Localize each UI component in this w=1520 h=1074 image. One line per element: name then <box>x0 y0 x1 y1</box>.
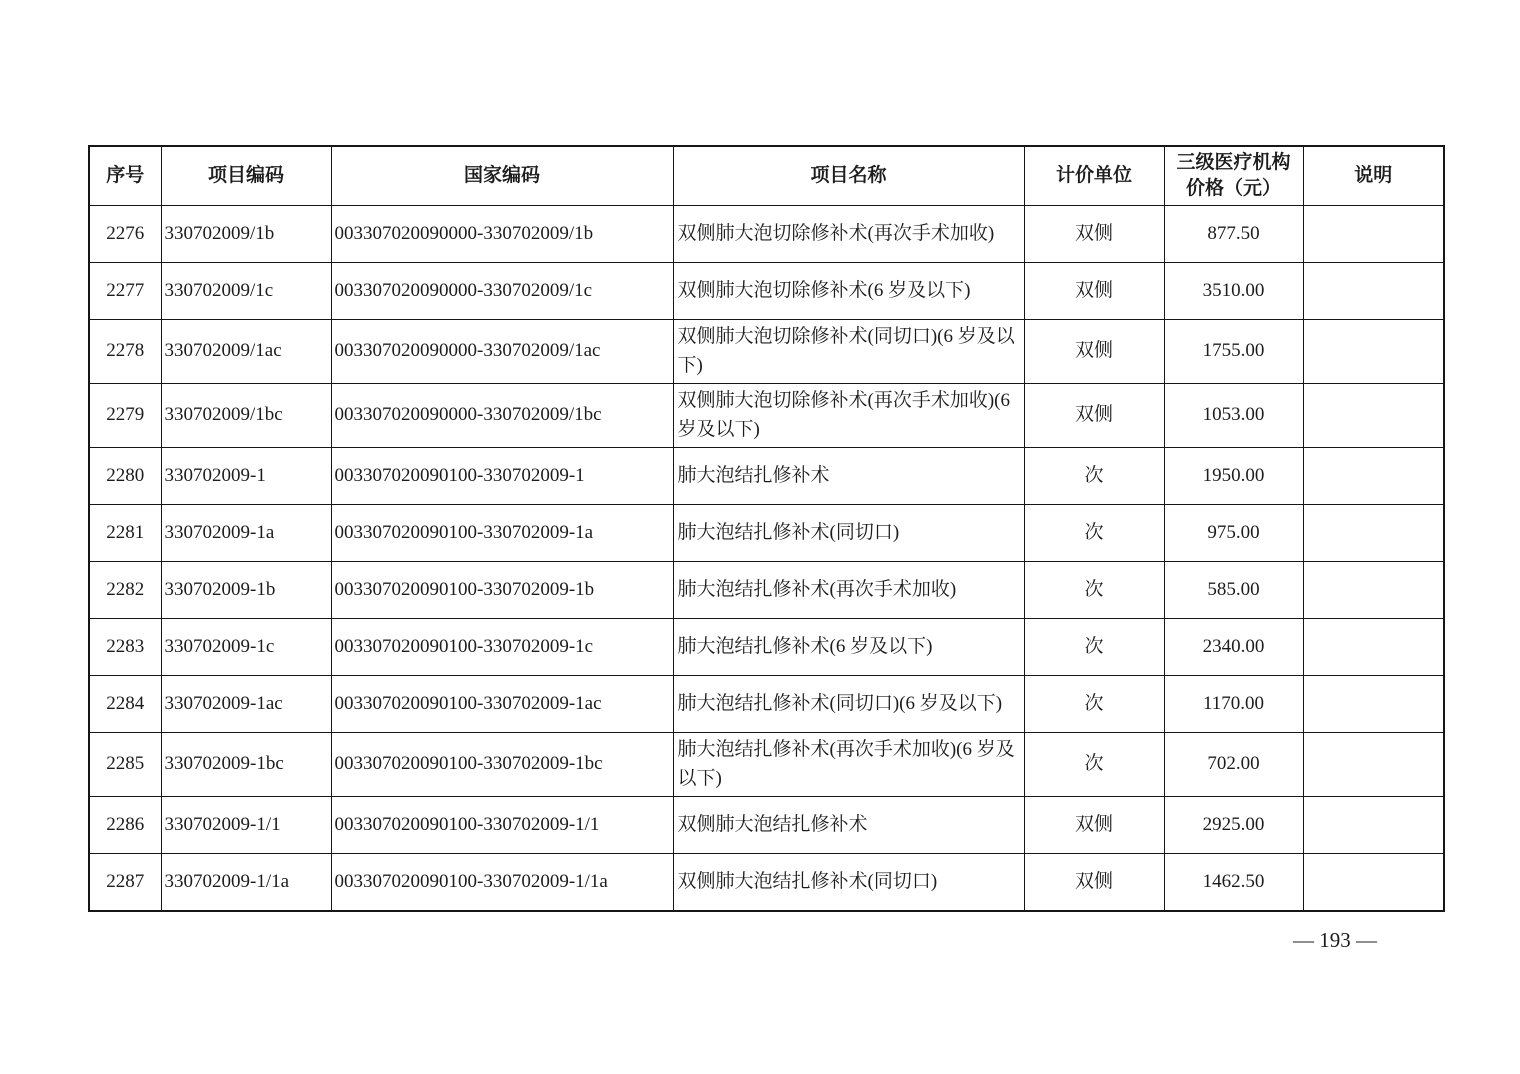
cell-note <box>1303 676 1444 733</box>
cell-note <box>1303 854 1444 912</box>
cell-note <box>1303 733 1444 797</box>
table-row <box>89 619 1444 676</box>
cell-note <box>1303 320 1444 384</box>
header-unit-label: 计价单位 <box>1055 165 1132 187</box>
cell-project-name: 肺大泡结扎修补术(6 岁及以下) <box>673 619 1024 676</box>
cell-price: 2925.00 <box>1164 797 1303 854</box>
table-row <box>89 797 1444 854</box>
cell-seq: 2277 <box>89 263 161 320</box>
table-row <box>89 448 1444 505</box>
cell-note <box>1303 206 1444 263</box>
cell-project-name: 肺大泡结扎修补术(同切口)(6 岁及以下) <box>673 676 1024 733</box>
header-price-label: 三级医疗机构价格（元） <box>1176 152 1291 199</box>
cell-unit: 双侧 <box>1024 854 1164 912</box>
cell-unit: 次 <box>1024 562 1164 619</box>
cell-project-name: 双侧肺大泡结扎修补术(同切口) <box>673 854 1024 912</box>
table-body <box>89 206 1444 912</box>
cell-seq: 2285 <box>89 733 161 797</box>
cell-national-code: 003307020090100-330702009-1/1 <box>331 797 673 854</box>
cell-seq: 2279 <box>89 384 161 448</box>
cell-project-name: 双侧肺大泡切除修补术(6 岁及以下) <box>673 263 1024 320</box>
cell-national-code: 003307020090000-330702009/1c <box>331 263 673 320</box>
cell-seq: 2276 <box>89 206 161 263</box>
cell-price: 2340.00 <box>1164 619 1303 676</box>
cell-note <box>1303 384 1444 448</box>
header-unit <box>1024 146 1164 206</box>
cell-seq: 2282 <box>89 562 161 619</box>
header-row <box>89 146 1444 206</box>
cell-price: 975.00 <box>1164 505 1303 562</box>
cell-unit: 双侧 <box>1024 797 1164 854</box>
page-number: — 193 — <box>1293 928 1377 952</box>
cell-seq: 2284 <box>89 676 161 733</box>
cell-price: 1462.50 <box>1164 854 1303 912</box>
cell-project-name: 双侧肺大泡切除修补术(再次手术加收) <box>673 206 1024 263</box>
cell-national-code: 003307020090100-330702009-1ac <box>331 676 673 733</box>
cell-note <box>1303 448 1444 505</box>
cell-note <box>1303 797 1444 854</box>
cell-price: 1170.00 <box>1164 676 1303 733</box>
cell-unit: 次 <box>1024 619 1164 676</box>
cell-seq: 2283 <box>89 619 161 676</box>
cell-unit: 次 <box>1024 448 1164 505</box>
cell-project-code: 330702009-1c <box>161 619 331 676</box>
table-row <box>89 854 1444 912</box>
header-national-code-label: 国家编码 <box>463 165 540 187</box>
cell-project-name: 肺大泡结扎修补术(再次手术加收) <box>673 562 1024 619</box>
cell-unit: 双侧 <box>1024 320 1164 384</box>
cell-project-code: 330702009-1b <box>161 562 331 619</box>
cell-project-code: 330702009-1 <box>161 448 331 505</box>
header-project-name-label: 项目名称 <box>810 165 887 187</box>
header-note <box>1303 146 1444 206</box>
cell-project-code: 330702009-1ac <box>161 676 331 733</box>
header-seq-label: 序号 <box>106 165 145 187</box>
table-header <box>89 146 1444 206</box>
cell-unit: 次 <box>1024 676 1164 733</box>
cell-national-code: 003307020090000-330702009/1ac <box>331 320 673 384</box>
header-project-code-label: 项目编码 <box>207 165 284 187</box>
header-national-code <box>331 146 673 206</box>
cell-project-code: 330702009-1bc <box>161 733 331 797</box>
cell-project-name: 双侧肺大泡切除修补术(再次手术加收)(6 岁及以下) <box>673 384 1024 448</box>
cell-note <box>1303 263 1444 320</box>
header-project-code <box>161 146 331 206</box>
table-row <box>89 562 1444 619</box>
cell-project-name: 肺大泡结扎修补术(同切口) <box>673 505 1024 562</box>
cell-seq: 2286 <box>89 797 161 854</box>
cell-price: 1053.00 <box>1164 384 1303 448</box>
cell-unit: 次 <box>1024 733 1164 797</box>
cell-unit: 次 <box>1024 505 1164 562</box>
cell-project-code: 330702009/1ac <box>161 320 331 384</box>
table-row <box>89 505 1444 562</box>
cell-unit: 双侧 <box>1024 384 1164 448</box>
cell-national-code: 003307020090000-330702009/1b <box>331 206 673 263</box>
cell-seq: 2281 <box>89 505 161 562</box>
cell-seq: 2280 <box>89 448 161 505</box>
cell-national-code: 003307020090100-330702009-1c <box>331 619 673 676</box>
cell-seq: 2287 <box>89 854 161 912</box>
cell-project-code: 330702009/1b <box>161 206 331 263</box>
cell-national-code: 003307020090100-330702009-1b <box>331 562 673 619</box>
cell-note <box>1303 562 1444 619</box>
cell-note <box>1303 619 1444 676</box>
table-row <box>89 676 1444 733</box>
header-seq <box>89 146 161 206</box>
cell-project-name: 肺大泡结扎修补术 <box>673 448 1024 505</box>
cell-project-code: 330702009-1a <box>161 505 331 562</box>
header-price <box>1164 146 1303 206</box>
table-row <box>89 733 1444 797</box>
cell-price: 702.00 <box>1164 733 1303 797</box>
cell-national-code: 003307020090100-330702009-1 <box>331 448 673 505</box>
cell-price: 877.50 <box>1164 206 1303 263</box>
cell-project-code: 330702009-1/1a <box>161 854 331 912</box>
cell-project-name: 双侧肺大泡结扎修补术 <box>673 797 1024 854</box>
cell-national-code: 003307020090100-330702009-1bc <box>331 733 673 797</box>
table-row <box>89 384 1444 448</box>
cell-unit: 双侧 <box>1024 206 1164 263</box>
cell-project-code: 330702009-1/1 <box>161 797 331 854</box>
cell-project-name: 双侧肺大泡切除修补术(同切口)(6 岁及以下) <box>673 320 1024 384</box>
cell-unit: 双侧 <box>1024 263 1164 320</box>
cell-price: 1950.00 <box>1164 448 1303 505</box>
cell-seq: 2278 <box>89 320 161 384</box>
cell-price: 3510.00 <box>1164 263 1303 320</box>
cell-price: 1755.00 <box>1164 320 1303 384</box>
cell-national-code: 003307020090100-330702009-1a <box>331 505 673 562</box>
table-row <box>89 206 1444 263</box>
table-row <box>89 263 1444 320</box>
cell-project-code: 330702009/1bc <box>161 384 331 448</box>
header-project-name <box>673 146 1024 206</box>
table-row <box>89 320 1444 384</box>
cell-note <box>1303 505 1444 562</box>
cell-project-code: 330702009/1c <box>161 263 331 320</box>
price-table <box>88 145 1445 912</box>
cell-national-code: 003307020090000-330702009/1bc <box>331 384 673 448</box>
cell-national-code: 003307020090100-330702009-1/1a <box>331 854 673 912</box>
header-note-label: 说明 <box>1354 165 1393 187</box>
cell-project-name: 肺大泡结扎修补术(再次手术加收)(6 岁及以下) <box>673 733 1024 797</box>
cell-price: 585.00 <box>1164 562 1303 619</box>
